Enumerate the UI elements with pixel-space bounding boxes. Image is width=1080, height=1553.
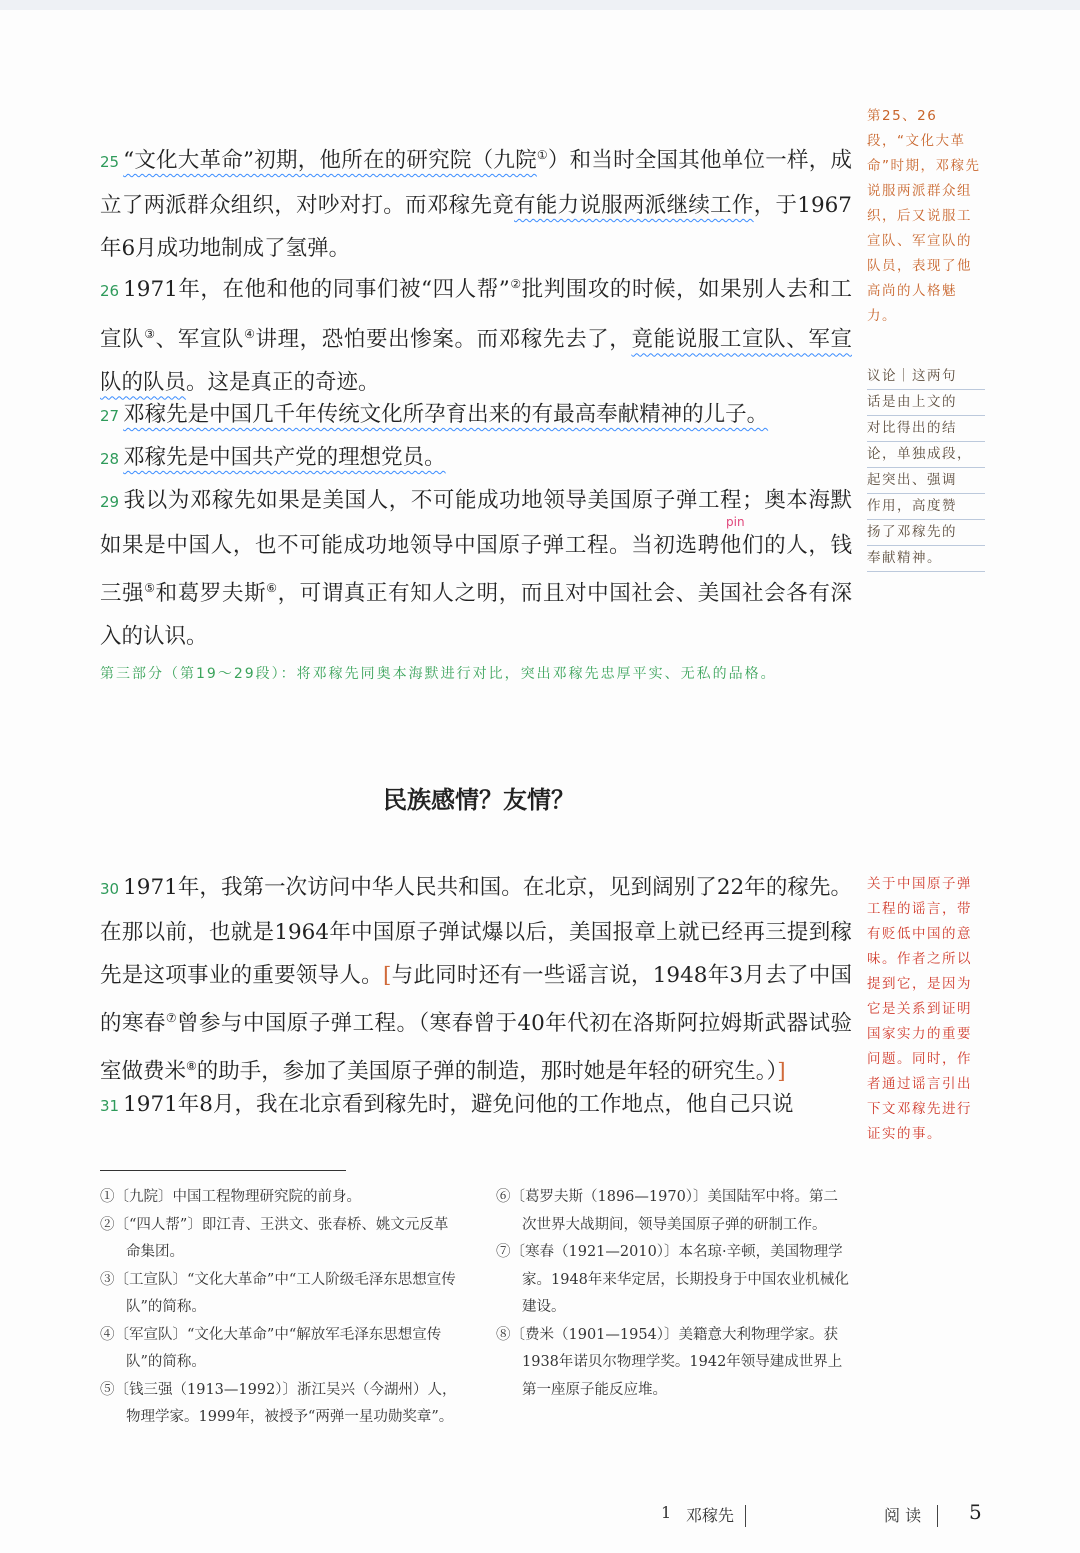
footnote-item: ①〔九院〕中国工程物理研究院的前身。 — [100, 1189, 361, 1205]
body-text: 1971年，我第一次访问中华人民共和国。在北京，见到阔别了22年的稼先。在那以前，也就是1964年中国原子弹试爆以后，美国报章上就已经再三提到稼先是这项事业的重要领导人。 — [100, 875, 852, 988]
footnote-ref[interactable]: ⑤ — [144, 581, 156, 595]
paragraph-number: 25 — [100, 153, 120, 172]
footnote-ref[interactable]: ④ — [244, 327, 256, 342]
body-text: 、军宣队 — [155, 327, 245, 353]
footnote-ref[interactable]: ⑦ — [165, 1011, 178, 1025]
side-note-line: 对比得出的结 — [867, 416, 985, 442]
footnote-ref[interactable]: ① — [536, 148, 548, 162]
emphasis-text: 有能力说服两派继续工作 — [514, 193, 754, 219]
bracket-mark: [ — [382, 963, 392, 988]
footnote-ref[interactable]: ③ — [144, 327, 156, 342]
footnote-item: ⑧〔费米（1901—1954）〕美籍意大利物理学家。获1938年诺贝尔物理学奖。1942年领导建成世界上第一座原子能反应堆。 — [496, 1326, 843, 1398]
paragraph-27 — [100, 393, 852, 438]
body-text: 1971年，在他和他的同事们被“四人帮” — [123, 277, 510, 303]
footnote-item: ⑥〔葛罗夫斯（1896—1970）〕美国陆军中将。第二次世界大战期间，领导美国原子弹的研制工作。 — [496, 1189, 839, 1233]
body-text: ，于1967年6月成功地制成了氢弹。 — [100, 193, 852, 262]
body-text: 与此同时还有一些谣言说，1948年3月去了中国的寒春 — [100, 963, 852, 1037]
paragraph-26 — [100, 263, 852, 404]
footnote-item: ⑦〔寒春（1921—2010）〕本名琼·辛顿，美国物理学家。1948年来华定居，长期投身于中国农业机械化建设。 — [496, 1244, 849, 1315]
body-text: 。这是真正的奇迹。 — [186, 370, 380, 396]
body-text: 的助手，参加了美国原子弹的制造，那时她是年轻的研究生。） — [196, 1059, 778, 1085]
top-margin-strip — [0, 0, 1080, 10]
footer-divider — [745, 1505, 746, 1527]
paragraph-number: 27 — [100, 407, 120, 425]
body-text: 1971年8月，我在北京看到稼先时，避免问他的工作地点，他自己只说 — [123, 1092, 794, 1117]
footnote-item: ⑤〔钱三强（1913—1992）〕浙江吴兴（今湖州）人，物理学家。1999年，被授予“两弹一星功勋奖章”。 — [100, 1381, 457, 1425]
body-text: 批判围攻的时候，如果别人去和工宣队 — [100, 277, 852, 353]
paragraph-28 — [100, 436, 852, 481]
footnote-item: ③〔工宣队〕“文化大革命”中“工人阶级毛泽东思想宣传队”的简称。 — [100, 1271, 456, 1315]
footnote-ref[interactable]: ⑥ — [266, 581, 278, 595]
bracket-mark: ] — [777, 1059, 786, 1085]
side-note-line: 起突出、强调 — [867, 468, 985, 494]
paragraph-number: 31 — [100, 1097, 120, 1115]
body-text: 我以为邓稼先如果是美国人，不可能成功地领导美国原子弹工程；奥本海默如果是中国人，也不可能成功地领导中国原子弹工程。当初选聘他们的人，钱三强 — [100, 488, 852, 607]
paragraph-number: 30 — [100, 880, 120, 898]
body-text: ）和当时全国其他单位一样，成立了两派群众组织，对吵对打。而邓稼先竟 — [100, 148, 852, 219]
footnote-ref[interactable]: ⑧ — [186, 1059, 197, 1074]
side-note-line: 话是由上文的 — [867, 390, 985, 416]
footnote-item: ②〔“四人帮”〕即江青、王洪文、张春桥、姚文元反革命集团。 — [100, 1216, 449, 1260]
paragraph-31 — [100, 1083, 852, 1128]
emphasis-text: “文化大革命”初期，他所在的研究院（九院 — [123, 148, 537, 174]
section-heading: 民族感情？友情？ — [383, 785, 575, 814]
section-summary: 第三部分（第19～29段）：将邓稼先同奥本海默进行对比，突出邓稼先忠厚平实、无私的品格。 — [100, 666, 777, 682]
paragraph-30 — [100, 866, 852, 1093]
side-note-line: 作用，高度赞 — [867, 494, 985, 520]
paragraph-number: 26 — [100, 282, 120, 301]
paragraph-number: 28 — [100, 450, 120, 468]
emphasis-text: 邓稼先是中国几千年传统文化所孕育出来的有最高奉献精神的儿子。 — [123, 402, 769, 427]
footer-divider — [937, 1505, 938, 1527]
footnote-divider — [100, 1170, 346, 1171]
pinyin-annotation: pin — [726, 515, 745, 529]
footnote-item: ④〔军宣队〕“文化大革命”中“解放军毛泽东思想宣传队”的简称。 — [100, 1326, 442, 1370]
side-note-line: 议论｜这两句 — [867, 364, 985, 390]
paragraph-number: 29 — [100, 493, 120, 511]
side-note-line: 扬了邓稼先的 — [867, 520, 985, 546]
footnotes-left — [100, 1184, 460, 1432]
body-text: 曾参与中国原子弹工程。（寒春曾于40年代初在洛斯阿拉姆斯武器试验室做费米 — [100, 1011, 852, 1085]
footnote-ref[interactable]: ② — [509, 277, 522, 291]
emphasis-text: 邓稼先是中国共产党的理想党员。 — [123, 445, 446, 470]
paragraph-25 — [100, 134, 852, 270]
body-text: ，可谓真正有知人之明，而且对中国社会、美国社会各有深入的认识。 — [100, 581, 852, 650]
paragraph-29 — [100, 479, 852, 658]
side-note-commentary — [867, 364, 985, 572]
body-text: 和葛罗夫斯 — [155, 581, 267, 607]
side-note-line: 奉献精神。 — [867, 546, 985, 572]
lesson-title: 邓稼先 — [686, 1506, 735, 1525]
side-note-paragraphs-25-26: 第25、26段，“文化大革命”时期，邓稼先说服两派群众组织，后又说服工宣队、军宣队的队员，表现了他高尚的人格魅力。 — [867, 108, 981, 324]
emphasis-text: 竟能说服工宣队、军宣队的队员 — [100, 327, 852, 396]
side-note-line: 论，单独成段， — [867, 442, 985, 468]
lesson-number: 1 — [661, 1503, 672, 1522]
body-text: 讲理，恐怕要出惨案。而邓稼先去了， — [255, 327, 632, 353]
side-note-rumor: 关于中国原子弹工程的谣言，带有贬低中国的意味。作者之所以提到它，是因为它是关系到证明国家实力的重要问题。同时，作者通过谣言引出下文邓稼先进行证实的事。 — [867, 876, 972, 1142]
section-name: 阅 读 — [884, 1506, 922, 1525]
footnotes-right — [496, 1184, 852, 1404]
page-number: 5 — [969, 1500, 982, 1524]
